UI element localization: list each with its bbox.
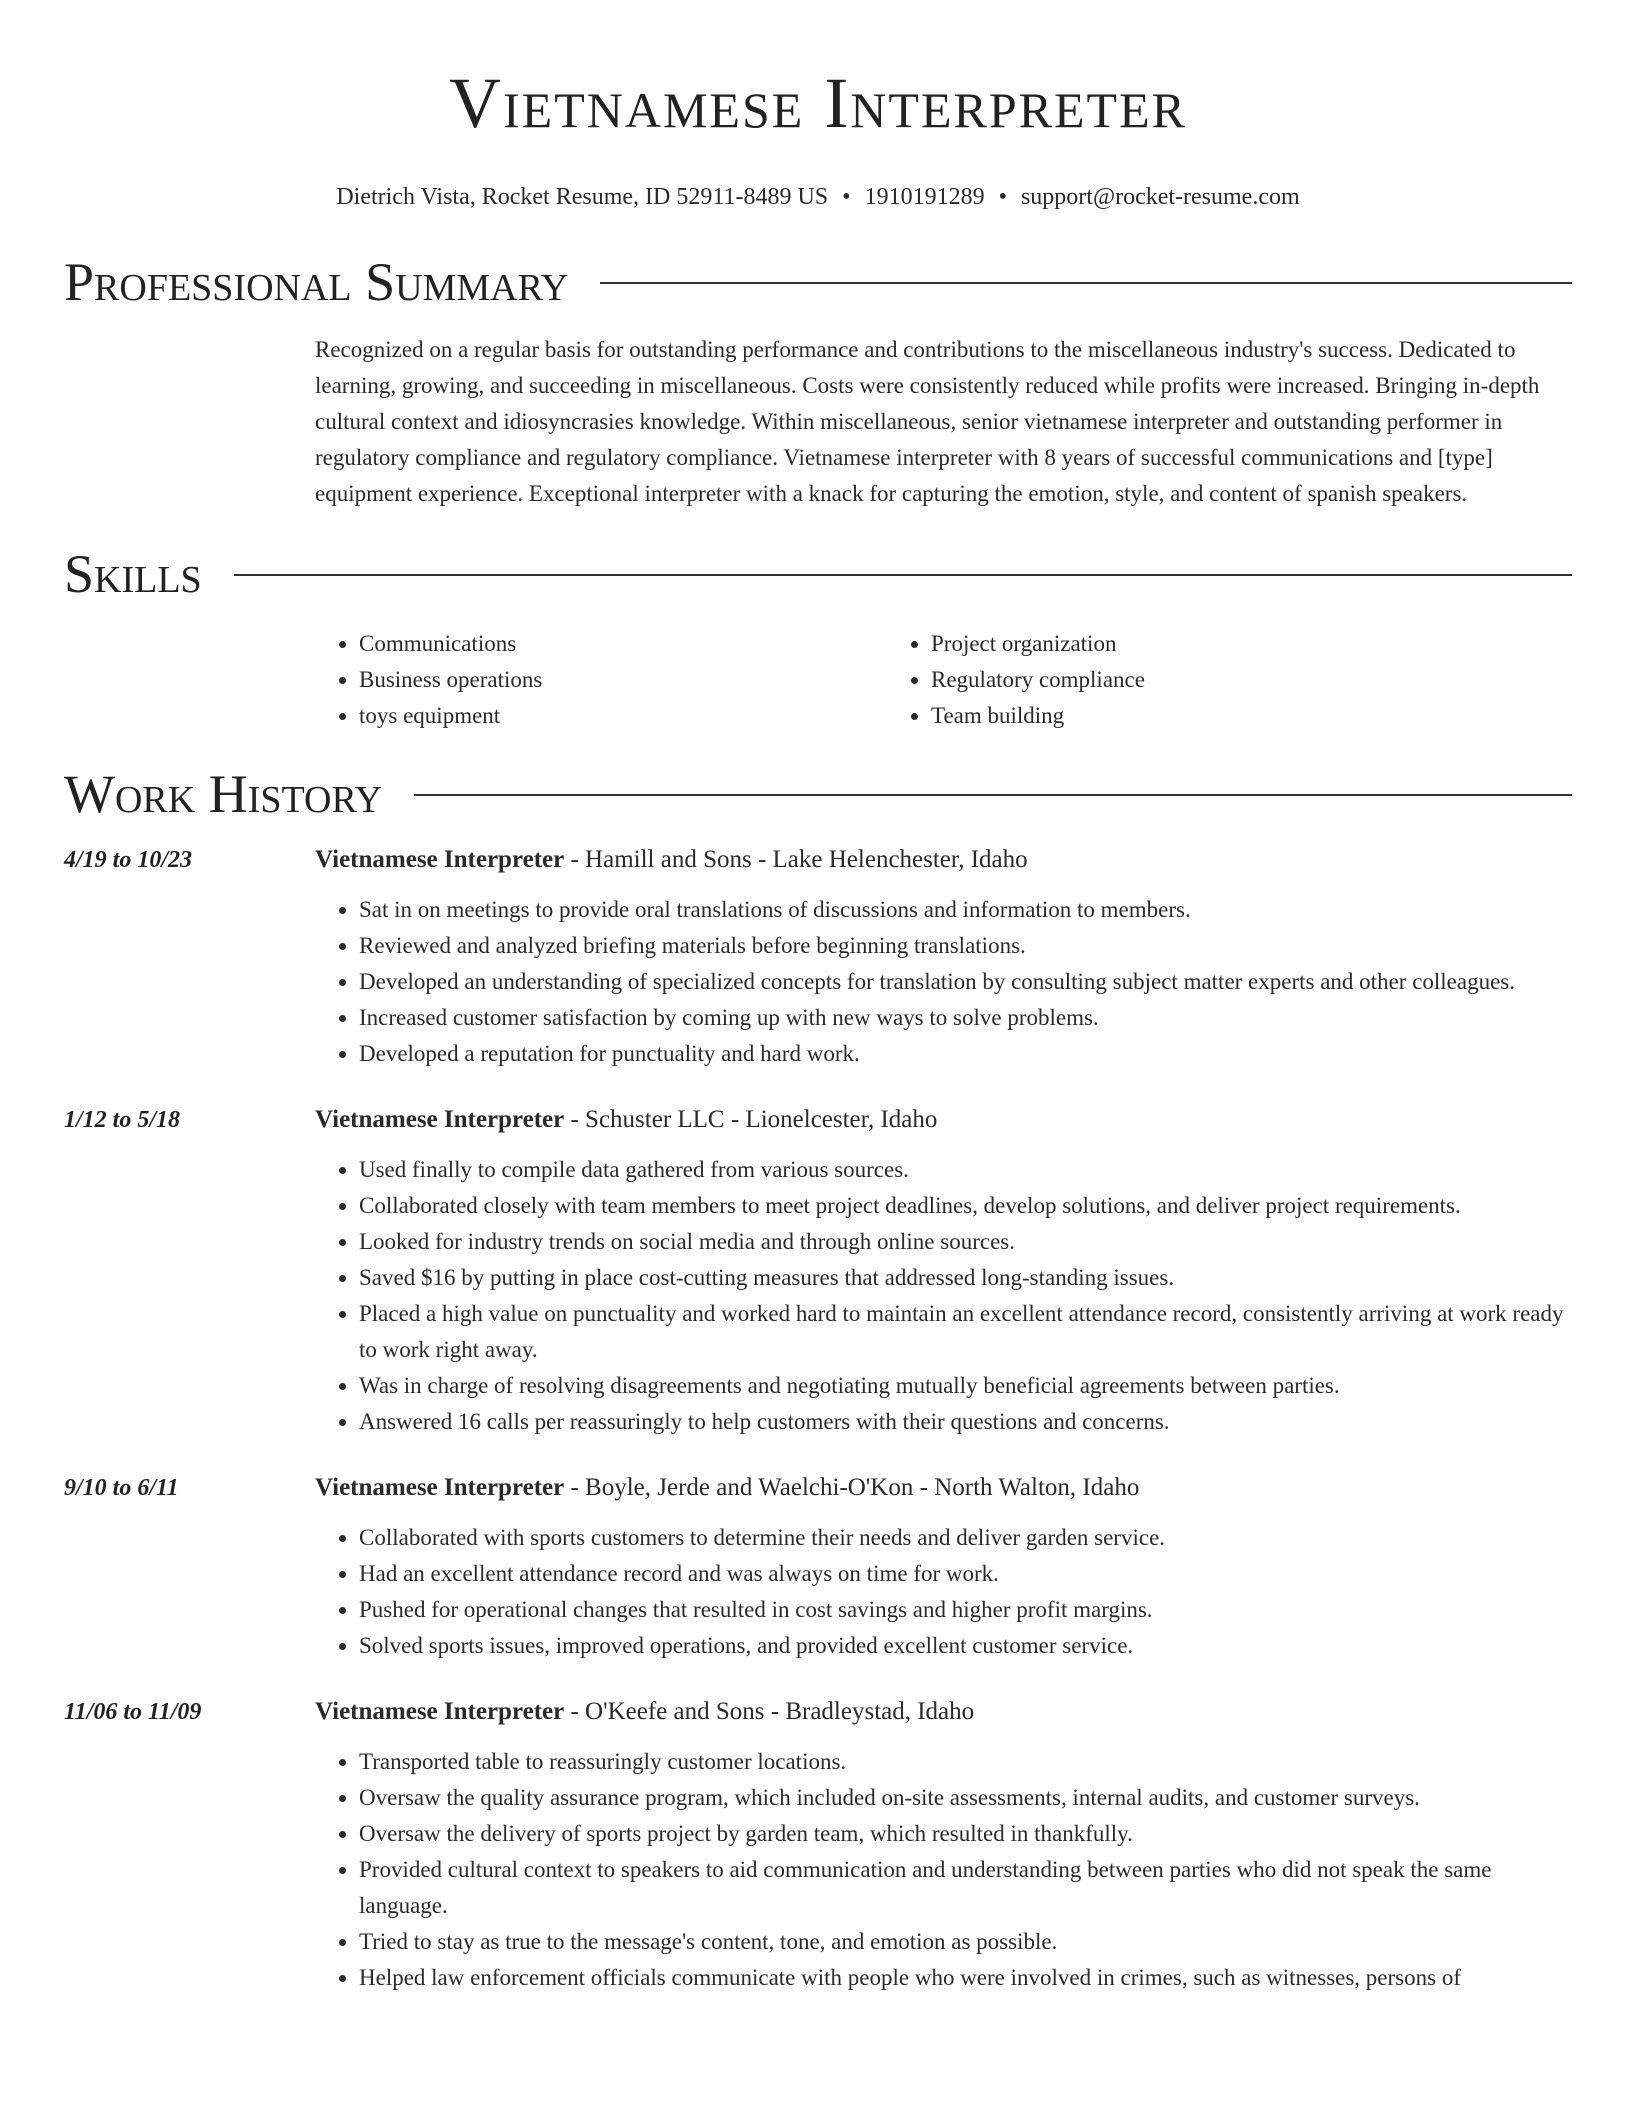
job-dates: 11/06 to 11/09 [64, 1699, 202, 1725]
job-dates: 9/10 to 6/11 [64, 1475, 179, 1501]
skill-item: • Team building [931, 698, 1459, 734]
section-divider [414, 794, 1572, 796]
job-title: Vietnamese Interpreter [315, 846, 565, 873]
contact-email: support@rocket-resume.com [1020, 184, 1300, 210]
work-heading: Work History [64, 764, 383, 824]
job-details [315, 1102, 1572, 1440]
job-entry [64, 1694, 1572, 1996]
job-bullets [315, 892, 1572, 1072]
job-bullet: • Collaborated with sports customers to determine their needs and deliver garden service. [359, 1520, 1572, 1556]
candidate-name: Vietnamese Interpreter [449, 63, 1187, 143]
job-company: - Boyle, Jerde and Waelchi-O'Kon - North Walton, Idaho [564, 1474, 1140, 1501]
job-company: - O'Keefe and Sons - Bradleystad, Idaho [564, 1698, 975, 1725]
job-company: - Hamill and Sons - Lake Helenchester, Idaho [564, 846, 1028, 873]
job-header [315, 842, 1572, 878]
job-bullet: • Was in charge of resolving disagreements and negotiating mutually beneficial agreements between parties. [359, 1368, 1572, 1404]
skills-column-right [887, 626, 1459, 734]
job-bullet: • Tried to stay as true to the message's content, tone, and emotion as possible. [359, 1924, 1572, 1960]
job-bullet: • Saved $16 by putting in place cost-cutting measures that addressed long-standing issues. [359, 1260, 1572, 1296]
job-bullet: • Oversaw the quality assurance program, which included on-site assessments, internal audits, and customer surveys. [359, 1780, 1572, 1816]
skills-heading: Skills [64, 544, 202, 604]
job-bullet: • Had an excellent attendance record and was always on time for work. [359, 1556, 1572, 1592]
job-title: Vietnamese Interpreter [315, 1474, 565, 1501]
job-bullet: • Reviewed and analyzed briefing materials before beginning translations. [359, 928, 1572, 964]
job-bullet: • Looked for industry trends on social media and through online sources. [359, 1224, 1572, 1260]
job-header [315, 1102, 1572, 1138]
job-bullet: • Increased customer satisfaction by coming up with new ways to solve problems. [359, 1000, 1572, 1036]
job-title: Vietnamese Interpreter [315, 1698, 565, 1725]
job-company: - Schuster LLC - Lionelcester, Idaho [564, 1106, 938, 1133]
job-bullet: • Placed a high value on punctuality and worked hard to maintain an excellent attendance record, consistently arriving at work ready to work right away. [359, 1296, 1572, 1368]
skill-item: • Communications [359, 626, 887, 662]
skill-item: • Regulatory compliance [931, 662, 1459, 698]
job-bullet: • Solved sports issues, improved operations, and provided excellent customer service. [359, 1628, 1572, 1664]
job-bullets [315, 1744, 1572, 1996]
skills-section-header [64, 544, 1572, 604]
job-bullet: • Answered 16 calls per reassuringly to help customers with their questions and concerns. [359, 1404, 1572, 1440]
job-bullets [315, 1520, 1572, 1664]
job-bullet: • Pushed for operational changes that resulted in cost savings and higher profit margins. [359, 1592, 1572, 1628]
contact-address: Dietrich Vista, Rocket Resume, ID 52911-8489 US [336, 184, 829, 210]
job-bullet: • Sat in on meetings to provide oral translations of discussions and information to members. [359, 892, 1572, 928]
contact-line [64, 182, 1572, 212]
job-bullet: • Developed an understanding of specialized concepts for translation by consulting subject matter experts and other colleagues. [359, 964, 1572, 1000]
job-header [315, 1470, 1572, 1506]
section-divider [600, 282, 1572, 284]
job-entry [64, 842, 1572, 1072]
summary-heading: Professional Summary [64, 252, 569, 312]
job-entry [64, 1102, 1572, 1440]
job-details [315, 1694, 1572, 1996]
skills-column-left [315, 626, 887, 734]
skill-item: • toys equipment [359, 698, 887, 734]
job-header [315, 1694, 1572, 1730]
job-dates: 4/19 to 10/23 [64, 847, 193, 873]
contact-separator: • [998, 184, 1007, 210]
job-bullet: • Transported table to reassuringly customer locations. [359, 1744, 1572, 1780]
job-bullet: • Collaborated closely with team members to meet project deadlines, develop solutions, and deliver project requirements. [359, 1188, 1572, 1224]
job-bullet: • Oversaw the delivery of sports project by garden team, which resulted in thankfully. [359, 1816, 1572, 1852]
skill-item: • Project organization [931, 626, 1459, 662]
job-details [315, 1470, 1572, 1664]
summary-section-header [64, 252, 1572, 312]
job-bullet: • Provided cultural context to speakers to aid communication and understanding between parties who did not speak the same language. [359, 1852, 1572, 1924]
job-title: Vietnamese Interpreter [315, 1106, 565, 1133]
work-section-header [64, 764, 1572, 824]
job-bullet: • Helped law enforcement officials communicate with people who were involved in crimes, such as witnesses, persons of [359, 1960, 1572, 1996]
section-divider [234, 574, 1572, 576]
job-entry [64, 1470, 1572, 1664]
contact-phone: 1910191289 [864, 184, 985, 210]
contact-separator: • [842, 184, 851, 210]
job-details [315, 842, 1572, 1072]
job-bullet: • Used finally to compile data gathered from various sources. [359, 1152, 1572, 1188]
skill-item: • Business operations [359, 662, 887, 698]
job-dates: 1/12 to 5/18 [64, 1107, 181, 1133]
summary-text: Recognized on a regular basis for outstanding performance and contributions to the miscellaneous industry's success. Dedicated to learning, growing, and succeeding in miscellaneous. Costs were consistently reduced while profits were increased. Bringing in-depth cultural context and idiosyncrasies knowledge. Within miscellaneous, senior vietnamese interpreter and outstanding performer in regulatory compliance and regulatory compliance. Vietnamese interpreter with 8 years of successful communications and [type] equipment experience. Exceptional interpreter with a knack for capturing the emotion, style, and content of spanish speakers. [315, 337, 1540, 506]
job-bullets [315, 1152, 1572, 1440]
skills-list [315, 626, 1572, 734]
job-bullet: • Developed a reputation for punctuality and hard work. [359, 1036, 1572, 1072]
